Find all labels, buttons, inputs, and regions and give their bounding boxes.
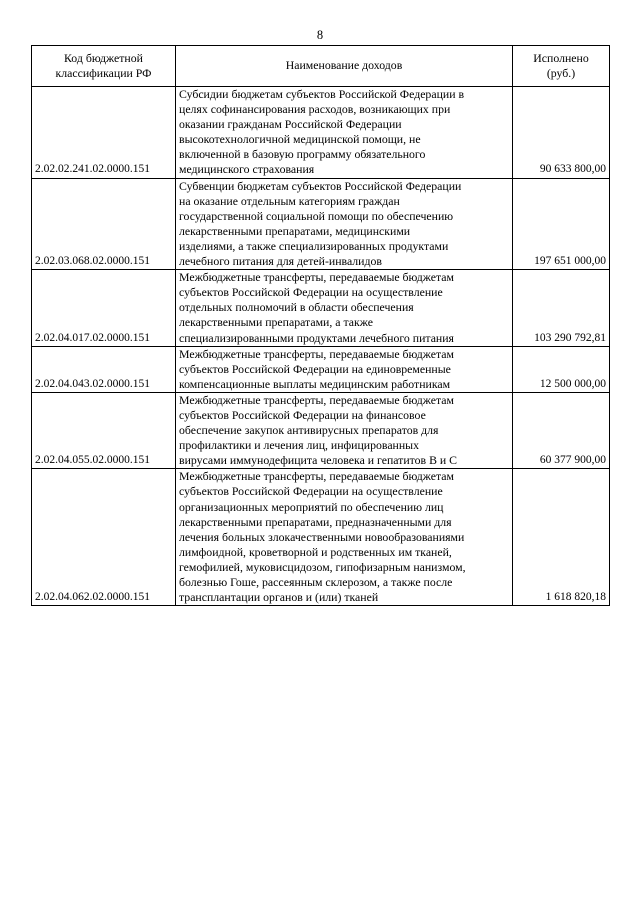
revenue-name-cell [176, 87, 513, 179]
revenue-name-cell [176, 469, 513, 606]
table-row [32, 392, 610, 468]
executed-amount-cell: 12 500 000,00 [513, 346, 610, 392]
revenue-name-cell [176, 270, 513, 346]
table-row [32, 178, 610, 270]
budget-code-cell: 2.02.03.068.02.0000.151 [32, 178, 176, 270]
header-code-line-2: классификации РФ [55, 66, 152, 80]
revenue-name-line: организационных мероприятий по обеспечению лиц [179, 499, 444, 514]
revenue-name-line: субъектов Российской Федерации на финансовое [179, 407, 426, 422]
revenue-name-line: профилактики и лечения лиц, инфицированных [179, 438, 420, 453]
revenue-name-line: гемофилией, муковисцидозом, гипофизарным нанизмом, [179, 559, 466, 574]
revenue-name-line: лечения больных злокачественными новообразованиями [179, 529, 465, 544]
budget-code-cell: 2.02.04.055.02.0000.151 [32, 392, 176, 468]
table-row [32, 469, 610, 606]
revenue-name-line: Межбюджетные трансферты, передаваемые бюджетам [179, 469, 455, 484]
budget-code-cell: 2.02.02.241.02.0000.151 [32, 87, 176, 179]
revenue-name-line: Межбюджетные трансферты, передаваемые бюджетам [179, 270, 455, 285]
revenue-name-cell [176, 346, 513, 392]
executed-amount-cell: 103 290 792,81 [513, 270, 610, 346]
revenue-name-line: трансплантации органов и (или) тканей [179, 590, 379, 605]
revenue-name-line: лечебного питания для детей-инвалидов [179, 254, 382, 269]
revenue-name-line: включенной в базовую программу обязательного [179, 147, 426, 162]
revenue-name-line: обеспечение закупок антивирусных препаратов для [179, 423, 439, 438]
executed-amount-cell: 1 618 820,18 [513, 469, 610, 606]
revenue-name-cell [176, 178, 513, 270]
header-code [32, 46, 176, 87]
header-code-line-1: Код бюджетной [64, 50, 143, 65]
table-row [32, 87, 610, 179]
revenue-name-line: лимфоидной, кроветворной и родственных им тканей, [179, 544, 452, 559]
revenue-name-line: изделиями, а также специализированных продуктами [179, 238, 449, 253]
table-header-row [32, 46, 610, 87]
budget-code-cell: 2.02.04.017.02.0000.151 [32, 270, 176, 346]
revenue-name-line: субъектов Российской Федерации на осуществление [179, 484, 443, 499]
executed-amount-cell: 90 633 800,00 [513, 87, 610, 179]
revenue-name-line: лекарственными препаратами, предназначенными для [179, 514, 452, 529]
revenue-name-line: болезнью Гоше, рассеянным склерозом, а также после [179, 575, 453, 589]
revenue-name-line: специализированными продуктами лечебного питания [179, 330, 454, 345]
header-name: Наименование доходов [176, 46, 513, 87]
executed-amount-cell: 197 651 000,00 [513, 178, 610, 270]
revenue-name-line: Межбюджетные трансферты, передаваемые бюджетам [179, 346, 455, 361]
revenue-name-line: Межбюджетные трансферты, передаваемые бюджетам [179, 392, 455, 407]
revenue-name-line: высокотехнологичной медицинской помощи, не [179, 132, 421, 147]
revenue-name-line: на оказание отдельным категориям граждан [179, 193, 400, 208]
budget-code-cell: 2.02.04.043.02.0000.151 [32, 346, 176, 392]
header-amount [513, 46, 610, 87]
table-row [32, 270, 610, 346]
revenue-name-line: отдельных полномочий в области обеспечения [179, 300, 414, 315]
revenue-name-line: компенсационные выплаты медицинским работникам [179, 376, 451, 391]
revenue-name-line: субъектов Российской Федерации на осуществление [179, 285, 443, 300]
executed-amount-cell: 60 377 900,00 [513, 392, 610, 468]
revenue-name-line: лекарственными препаратами, медицинскими [179, 223, 411, 238]
revenue-name-cell [176, 392, 513, 468]
revenue-name-line: государственной социальной помощи по обеспечению [179, 208, 454, 223]
revenue-name-line: вирусами иммунодефицита человека и гепатитов В и С [179, 453, 458, 468]
table-row [32, 346, 610, 392]
budget-code-cell: 2.02.04.062.02.0000.151 [32, 469, 176, 606]
header-amount-line-1: Исполнено [533, 50, 589, 65]
page-number: 8 [316, 28, 324, 42]
revenue-name-line: субъектов Российской Федерации на единовременные [179, 361, 451, 376]
header-amount-line-2: (руб.) [546, 66, 576, 80]
revenue-name-line: Субвенции бюджетам субъектов Российской Федерации [179, 178, 462, 193]
revenue-name-line: медицинского страхования [179, 162, 315, 177]
revenue-name-line: целях софинансирования расходов, возникающих при [179, 102, 451, 117]
revenue-name-line: лекарственными препаратами, а также [179, 315, 373, 330]
revenue-name-line: Субсидии бюджетам субъектов Российской Федерации в [179, 87, 465, 101]
revenue-name-line: оказании гражданам Российской Федерации [179, 117, 402, 132]
revenue-table [31, 45, 610, 606]
